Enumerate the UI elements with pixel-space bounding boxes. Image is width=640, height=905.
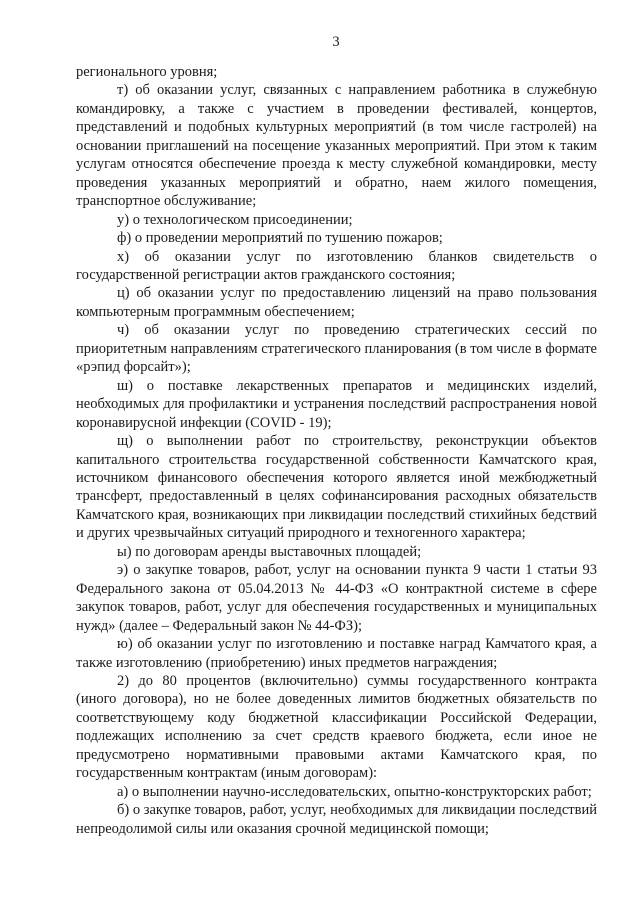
paragraph-point-2: 2) до 80 процентов (включительно) суммы государственного контракта (иного договора), но не более доведенных лимитов бюджетных обязательств по соответствующему коду бюджетной классификации Российской Федерации, подлежащих исполнению за счет средств краевого бюджета, если иное не предусмотрено нормативными правовыми актами Камчатского края, по государственным контрактам (иным договорам): [76, 672, 597, 782]
paragraph-item-h: х) об оказании услуг по изготовлению бланков свидетельств о государственной регистрации актов гражданского состояния; [76, 248, 597, 283]
paragraph-item-y: ы) по договорам аренды выставочных площадей; [117, 543, 422, 560]
document-body [76, 63, 597, 838]
paragraph-item-a: а) о выполнении научно-исследовательских, опытно-конструкторских работ; [117, 783, 592, 800]
paragraph-item-u: у) о технологическом присоединении; [117, 211, 353, 228]
paragraph-item-yu: ю) об оказании услуг по изготовлению и поставке наград Камчатого края, а также изготовлению (приобретению) иных предметов награждения; [76, 636, 597, 671]
page-number: 3 [332, 34, 340, 50]
paragraph-item-sh: ш) о поставке лекарственных препаратов и медицинских изделий, необходимых для профилактики и устранения последствий распространения новой коронавирусной инфекции (COVID - 19); [76, 377, 597, 431]
paragraph-item-ts: ц) об оказании услуг по предоставлению лицензий на право пользования компьютерным программным обеспечением; [76, 285, 597, 320]
paragraph-item-shch: щ) о выполнении работ по строительству, реконструкции объектов капитального строительства государственной собственности Камчатского края, источником финансового обеспечения которого является иной межбюджетный трансферт, предоставленный в целях софинансирования расходных обязательств Камчатского края, возникающих при ликвидации последствий стихийных бедствий и других чрезвычайных ситуаций природного и техногенного характера; [76, 433, 597, 542]
paragraph-item-b: б) о закупке товаров, работ, услуг, необходимых для ликвидации последствий непреодолимой силы или оказания срочной медицинской помощи; [76, 802, 597, 837]
paragraph-item-f: ф) о проведении мероприятий по тушению пожаров; [117, 230, 443, 247]
paragraph-item-t: т) об оказании услуг, связанных с направлением работника в служебную командировку, а также с участием в проведении фестивалей, концертов, представлений и подобных культурных мероприятий (в том числе гастролей) на основании приглашений на посещение указанных мероприятий. При этом к таким услугам относятся обеспечение проезда к месту служебной командировки, месту проведения указанных мероприятий и обратно, наем жилого помещения, транспортное обслуживание; [76, 82, 597, 210]
paragraph-item-e: э) о закупке товаров, работ, услуг на основании пункта 9 части 1 статьи 93 Федерального закона от 05.04.2013 № 44-ФЗ «О контрактной системе в сфере закупок товаров, работ, услуг для обеспечения государственных и муниципальных нужд» (далее – Федеральный закон № 44-ФЗ); [76, 562, 597, 634]
paragraph-item-ch: ч) об оказании услуг по проведению стратегических сессий по приоритетным направлениям стратегического планирования (в том числе в формате «рэпид форсайт»); [76, 322, 597, 376]
paragraph-continuation: регионального уровня; [76, 64, 218, 80]
